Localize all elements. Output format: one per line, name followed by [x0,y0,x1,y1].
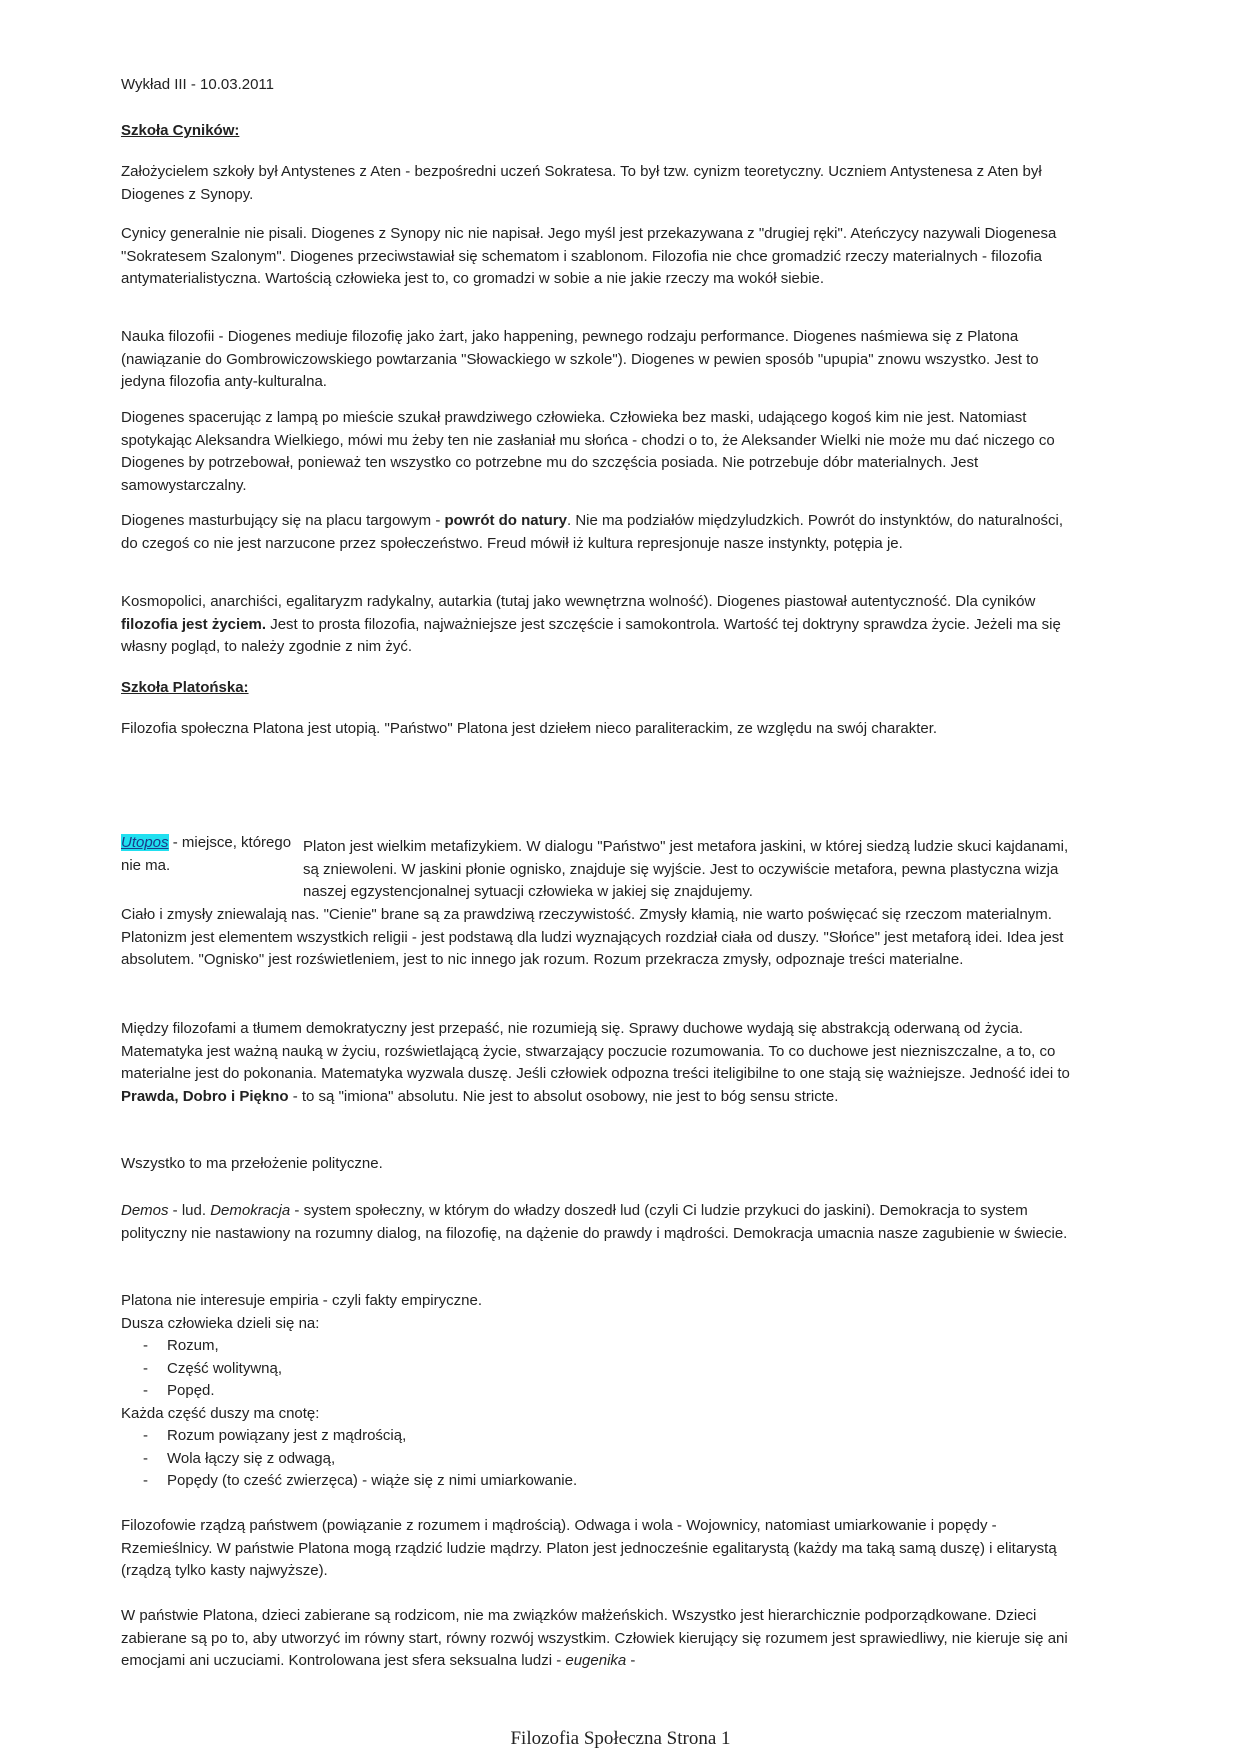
soul-parts-list [121,1335,1076,1403]
list-item: - Rozum powiązany jest z mądrością, [121,1425,1076,1448]
margin-note-text: - miejsce, którego nie ma. [121,834,292,874]
p14-text-a: W państwie Platona, dzieci zabierane są rodzicom, nie ma związków małżeńskich. Wszystko jest hierarchicznie podporządkowane. Dzieci zabierane są po to, aby utworzyć im równy start, równy rozwój wszystkim. Człowiek kierujący się rozumem jest sprawiedliwy, nie kieruje się ani emocjami ani uczuciami. Kontrolowana jest sfera seksualna ludzi - [121,1607,1068,1669]
p11-text-b: - lud. [168,1202,211,1219]
list-item: - Popęd. [121,1380,1076,1403]
paragraph-12 [121,1290,1076,1493]
paragraph-6 [121,591,1076,659]
paragraph-7: Filozofia społeczna Platona jest utopią. "Państwo" Platona jest dziełem nieco paraliterackim, ze względu na swój charakter. [121,720,938,737]
p6-text-a: Kosmopolici, anarchiści, egalitaryzm radykalny, autarkia (tutaj jako wewnętrzna wolność). Diogenes piastował autentyczność. Dla cyników [121,593,1036,610]
p9-bold: Prawda, Dobro i Piękno [121,1087,289,1105]
list-item: - Popędy (to cześć zwierzęca) - wiąże się z nimi umiarkowanie. [121,1470,1076,1493]
p5-bold: powrót do natury [444,512,567,529]
paragraph-14 [121,1605,1076,1673]
paragraph-2: Cynicy generalnie nie pisali. Diogenes z Synopy nic nie napisał. Jego myśl jest przekazywana z "drugiej ręki". Ateńczycy nazywali Diogenesa "Sokratesem Szalonym". Diogenes przeciwstawiał się schematom i szablonom. Filozofia nie chce gromadzić rzeczy materialnych - filozofia antymaterialistyczna. Wartością człowieka jest to, co gromadzi w sobie a nie jakie rzeczy ma wokół siebie. [121,225,1057,287]
p14-text-c: - [626,1652,636,1669]
paragraph-11 [121,1200,1076,1245]
p6-bold: filozofia jest życiem. [121,615,267,633]
section-title-platonic: Szkoła Platońska: [121,679,249,696]
list-item: - Część wolitywną, [121,1358,1076,1381]
highlighted-term: Utopos [121,834,169,851]
p9-text-c: - to są "imiona" absolutu. Nie jest to absolut osobowy, nie jest to bóg sensu stricte. [288,1087,839,1105]
lecture-header: Wykład III - 10.03.2011 [121,76,275,93]
p12-line-2: Dusza człowieka dzieli się na: [121,1314,320,1332]
list-item: - Wola łączy się z odwagą, [121,1448,1076,1471]
p12-line-1: Platona nie interesuje empiria - czyli fakty empiryczne. [121,1292,482,1309]
paragraph-3: Nauka filozofii - Diogenes mediuje filozofię jako żart, jako happening, pewnego rodzaju performance. Diogenes naśmiewa się z Platona (nawiązanie do Gombrowiczowskiego powtarzania "Słowackiego w szkole"). Diogenes w pewien sposób "upupia" znowu wszystko. Jest to jedyna filozofia anty-kulturalna. [121,328,1039,390]
page-footer: Filozofia Społeczna Strona 1 [510,1728,731,1749]
paragraph-9 [121,1018,1076,1108]
paragraph-5 [121,510,1076,555]
paragraph-8-rest: Ciało i zmysły zniewalają nas. "Cienie" brane są za prawdziwą rzeczywistość. Zmysły kłamią, nie warto poświęcać się rzeczom materialnym. Platonizm jest elementem wszystkich religii - jest podstawą dla ludzi wyznających rozdział ciała od duszy. "Słońce" jest metaforą idei. Idea jest absolutem. "Ognisko" jest rozświetleniem, jest to nic innego jak rozum. Rozum przekracza zmysły, odpoznaje treści materialne. [121,906,1064,968]
virtues-list [121,1425,1076,1493]
margin-note [121,832,296,877]
p9-text-a: Między filozofami a tłumem demokratyczny jest przepaść, nie rozumieją się. Sprawy duchowe wydają się abstrakcją oderwaną od życia. Matematyka jest ważną nauką w życiu, rozświetlającą życie, stwarzający poczucie rozumowania. To co duchowe jest niezniszczalne, a to, co materialne jest do pokonania. Matematyka wyzwala duszę. Jeśli człowiek odpozna treści iteligibilne to one stają się ważniejsze. Jedność idei to [121,1020,1070,1082]
p5-text-a: Diogenes masturbujący się na placu targowym - [121,512,445,529]
p11-italic-demokracja: Demokracja [210,1202,291,1219]
p14-italic: eugenika [565,1652,627,1669]
p5-text-c: . Nie ma podziałów międzyludzkich. Powrót do instynktów, do naturalności, do czegoś co nie jest narzucone przez społeczeństwo. Freud mówił iż kultura represjonuje nasze instynkty, potępia je. [121,512,1064,552]
p12-line-3: Każda część duszy ma cnotę: [121,1404,320,1422]
paragraph-13: Filozofowie rządzą państwem (powiązanie z rozumem i mądrością). Odwaga i wola - Wojownicy, natomiast umiarkowanie i popędy - Rzemieślnicy. W państwie Platona mogą rządzić ludzie mądrzy. Platon jest jednocześnie egalitarystą (każdy ma taką samą duszę) i elitarystą (rządzą tylko kasty najwyższe). [121,1517,1057,1579]
paragraph-8-side: Platon jest wielkim metafizykiem. W dialogu "Państwo" jest metafora jaskini, w której siedzą ludzie skuci kajdanami, są zniewoleni. W jaskini płonie ognisko, znajduje się wyjście. Jest to oczywiście metafora, pewna plastyczna wizja naszej egzystencjonalnej sytuacji człowieka w jakiej się znajdujemy. [303,838,1069,900]
section-title-cynics: Szkoła Cyników: [121,122,240,139]
p11-text-d: - system społeczny, w którym do władzy doszedł lud (czyli Ci ludzie przykuci do jaskini). Demokracja to system polityczny nie nastawiony na rozumny dialog, na filozofię, na dążenie do prawdy i mądrości. Demokracja umacnia nasze zagubienie w świecie. [121,1202,1068,1242]
p6-text-c: Jest to prosta filozofia, najważniejsze jest szczęście i samokontrola. Wartość tej doktryny sprawdza życie. Jeżeli ma się własny pogląd, to należy zgodnie z nim żyć. [121,615,1061,655]
list-item: - Rozum, [121,1335,1076,1358]
paragraph-1: Założycielem szkoły był Antystenes z Aten - bezpośredni uczeń Sokratesa. To był tzw. cynizm teoretyczny. Uczniem Antystenesa z Aten był Diogenes z Synopy. [121,163,1042,203]
p11-italic-demos: Demos [121,1202,169,1219]
paragraph-4: Diogenes spacerując z lampą po mieście szukał prawdziwego człowieka. Człowieka bez maski, udającego kogoś kim nie jest. Natomiast spotykając Aleksandra Wielkiego, mówi mu żeby ten nie zasłaniał mu słońca - chodzi o to, że Aleksander Wielki nie może mu dać niczego co Diogenes by potrzebował, ponieważ ten wszystko co potrzebne mu do szczęścia posiada. Nie potrzebuje dóbr materialnych. Jest samowystarczalny. [121,409,1055,494]
paragraph-10: Wszystko to ma przełożenie polityczne. [121,1155,383,1172]
